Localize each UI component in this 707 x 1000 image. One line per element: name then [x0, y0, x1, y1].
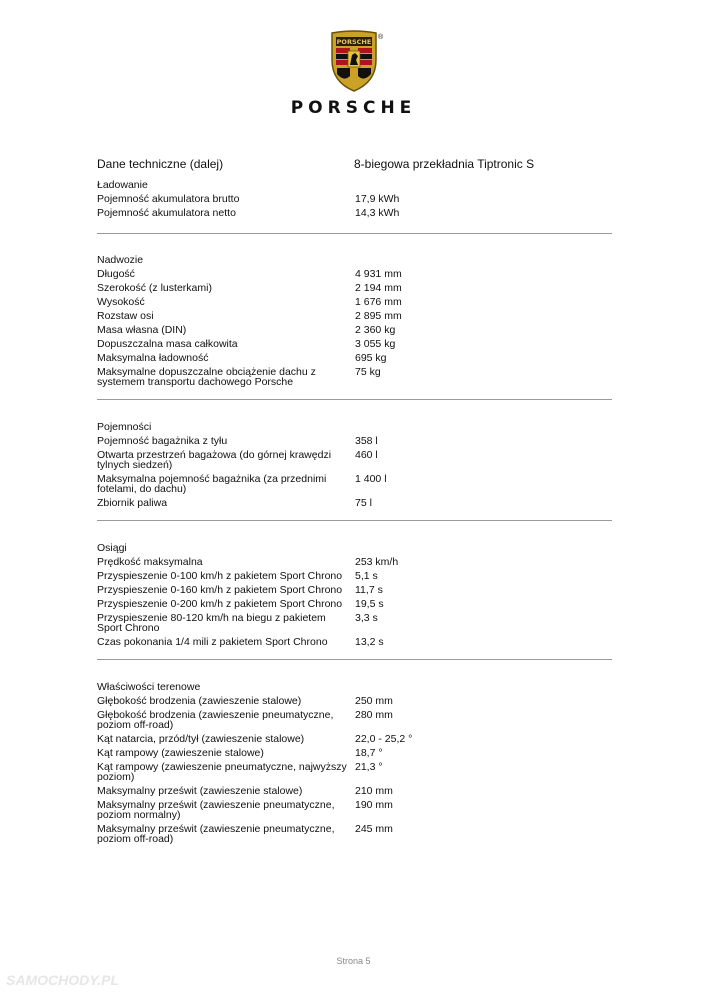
spec-section: [97, 420, 612, 510]
spec-row: [97, 784, 612, 798]
spec-value: 21,3 °: [355, 761, 383, 773]
spec-row: [97, 434, 612, 448]
spec-label: Przyspieszenie 0-160 km/h z pakietem Sport Chrono: [97, 584, 343, 596]
section-title: Nadwozie: [97, 254, 144, 266]
spec-content: [97, 178, 612, 846]
section-title: Osiągi: [97, 542, 127, 554]
spec-value: 245 mm: [355, 823, 393, 835]
spec-row: [97, 760, 612, 784]
spec-value: 2 194 mm: [355, 282, 402, 294]
spec-label: Maksymalna ładowność: [97, 352, 209, 364]
spec-row: [97, 281, 612, 295]
spec-section: [97, 680, 612, 846]
porsche-crest-icon: [329, 30, 379, 92]
spec-value: 2 360 kg: [355, 324, 396, 336]
spec-label: Pojemność akumulatora netto: [97, 207, 236, 219]
spec-label: Głębokość brodzenia (zawieszenie pneumatyczne, poziom off-road): [97, 709, 334, 731]
spec-row: [97, 822, 612, 846]
spec-header: [97, 157, 617, 171]
page-title: Dane techniczne (dalej): [97, 157, 224, 171]
spec-label: Maksymalny prześwit (zawieszenie pneumatyczne, poziom off-road): [97, 823, 335, 845]
transmission-heading: 8-biegowa przekładnia Tiptronic S: [354, 157, 535, 171]
spec-value: 4 931 mm: [355, 268, 402, 280]
spec-value: 1 400 l: [355, 473, 387, 485]
spec-label: Kąt natarcia, przód/tył (zawieszenie stalowe): [97, 733, 305, 745]
spec-value: 280 mm: [355, 709, 393, 721]
spec-label: Masa własna (DIN): [97, 324, 187, 336]
spec-value: 3 055 kg: [355, 338, 396, 350]
spec-label: Maksymalne dopuszczalne obciążenie dachu z systemem transportu dachowego Porsche: [97, 366, 316, 388]
crest-text: PORSCHE: [336, 38, 371, 46]
spec-value: 19,5 s: [355, 598, 384, 610]
spec-section: [97, 178, 612, 220]
spec-value: 17,9 kWh: [355, 193, 400, 205]
spec-section: [97, 253, 612, 389]
spec-label: Rozstaw osi: [97, 310, 154, 322]
section-divider: [97, 399, 612, 400]
spec-row: [97, 206, 612, 220]
spec-label: Otwarta przestrzeń bagażowa (do górnej krawędzi tylnych siedzeń): [97, 449, 332, 471]
spec-row: [97, 611, 612, 635]
spec-row: [97, 746, 612, 760]
spec-label: Maksymalny prześwit (zawieszenie stalowe): [97, 785, 303, 797]
spec-row: [97, 597, 612, 611]
spec-label: Przyspieszenie 80-120 km/h na biegu z pakietem Sport Chrono: [97, 612, 326, 634]
spec-value: 22,0 - 25,2 °: [355, 733, 413, 745]
spec-row: [97, 635, 612, 649]
spec-row: [97, 496, 612, 510]
watermark: SAMOCHODY.PL: [6, 972, 120, 988]
spec-label: Kąt rampowy (zawieszenie stalowe): [97, 747, 264, 759]
spec-row: [97, 732, 612, 746]
spec-label: Zbiornik paliwa: [97, 497, 168, 509]
spec-row: [97, 323, 612, 337]
spec-label: Maksymalny prześwit (zawieszenie pneumatyczne, poziom normalny): [97, 799, 335, 821]
spec-label: Szerokość (z lusterkami): [97, 282, 212, 294]
spec-row: [97, 365, 612, 389]
spec-label: Maksymalna pojemność bagażnika (za przednimi fotelami, do dachu): [97, 473, 327, 495]
porsche-wordmark: PORSCHE: [290, 98, 417, 118]
spec-row: [97, 798, 612, 822]
spec-row: [97, 555, 612, 569]
page-number: Strona 5: [336, 956, 371, 966]
spec-row: [97, 192, 612, 206]
porsche-logo: [0, 30, 707, 118]
spec-label: Przyspieszenie 0-100 km/h z pakietem Sport Chrono: [97, 570, 343, 582]
spec-value: 695 kg: [355, 352, 387, 364]
spec-value: 460 l: [355, 449, 378, 461]
section-divider: [97, 659, 612, 660]
section-title: Pojemności: [97, 421, 152, 433]
section-title: Właściwości terenowe: [97, 681, 201, 693]
section-divider: [97, 520, 612, 521]
spec-row: [97, 569, 612, 583]
spec-label: Prędkość maksymalna: [97, 556, 203, 568]
spec-label: Pojemność bagażnika z tyłu: [97, 435, 228, 447]
spec-value: 210 mm: [355, 785, 393, 797]
spec-label: Głębokość brodzenia (zawieszenie stalowe): [97, 695, 302, 707]
spec-label: Kąt rampowy (zawieszenie pneumatyczne, najwyższy poziom): [97, 761, 347, 783]
spec-row: [97, 448, 612, 472]
section-title: Ładowanie: [97, 179, 148, 191]
spec-row: [97, 337, 612, 351]
spec-value: 18,7 °: [355, 747, 383, 759]
spec-row: [97, 708, 612, 732]
spec-row: [97, 472, 612, 496]
spec-value: 11,7 s: [355, 584, 383, 596]
spec-value: 250 mm: [355, 695, 393, 707]
registered-mark: ®: [378, 34, 384, 41]
spec-value: 253 km/h: [355, 556, 399, 568]
spec-row: [97, 583, 612, 597]
spec-row: [97, 267, 612, 281]
spec-value: 3,3 s: [355, 612, 378, 624]
spec-value: 5,1 s: [355, 570, 378, 582]
spec-value: 358 l: [355, 435, 378, 447]
spec-value: 75 kg: [355, 366, 381, 378]
spec-value: 190 mm: [355, 799, 393, 811]
spec-row: [97, 295, 612, 309]
spec-label: Wysokość: [97, 296, 145, 308]
spec-row: [97, 694, 612, 708]
spec-row: [97, 351, 612, 365]
spec-label: Przyspieszenie 0-200 km/h z pakietem Sport Chrono: [97, 598, 343, 610]
spec-value: 1 676 mm: [355, 296, 402, 308]
spec-section: [97, 541, 612, 649]
spec-label: Czas pokonania 1/4 mili z pakietem Sport Chrono: [97, 636, 328, 648]
section-divider: [97, 233, 612, 234]
spec-label: Pojemność akumulatora brutto: [97, 193, 240, 205]
spec-value: 13,2 s: [355, 636, 384, 648]
spec-row: [97, 309, 612, 323]
spec-value: 2 895 mm: [355, 310, 402, 322]
spec-value: 75 l: [355, 497, 372, 509]
spec-label: Długość: [97, 268, 135, 280]
spec-label: Dopuszczalna masa całkowita: [97, 338, 238, 350]
spec-value: 14,3 kWh: [355, 207, 400, 219]
